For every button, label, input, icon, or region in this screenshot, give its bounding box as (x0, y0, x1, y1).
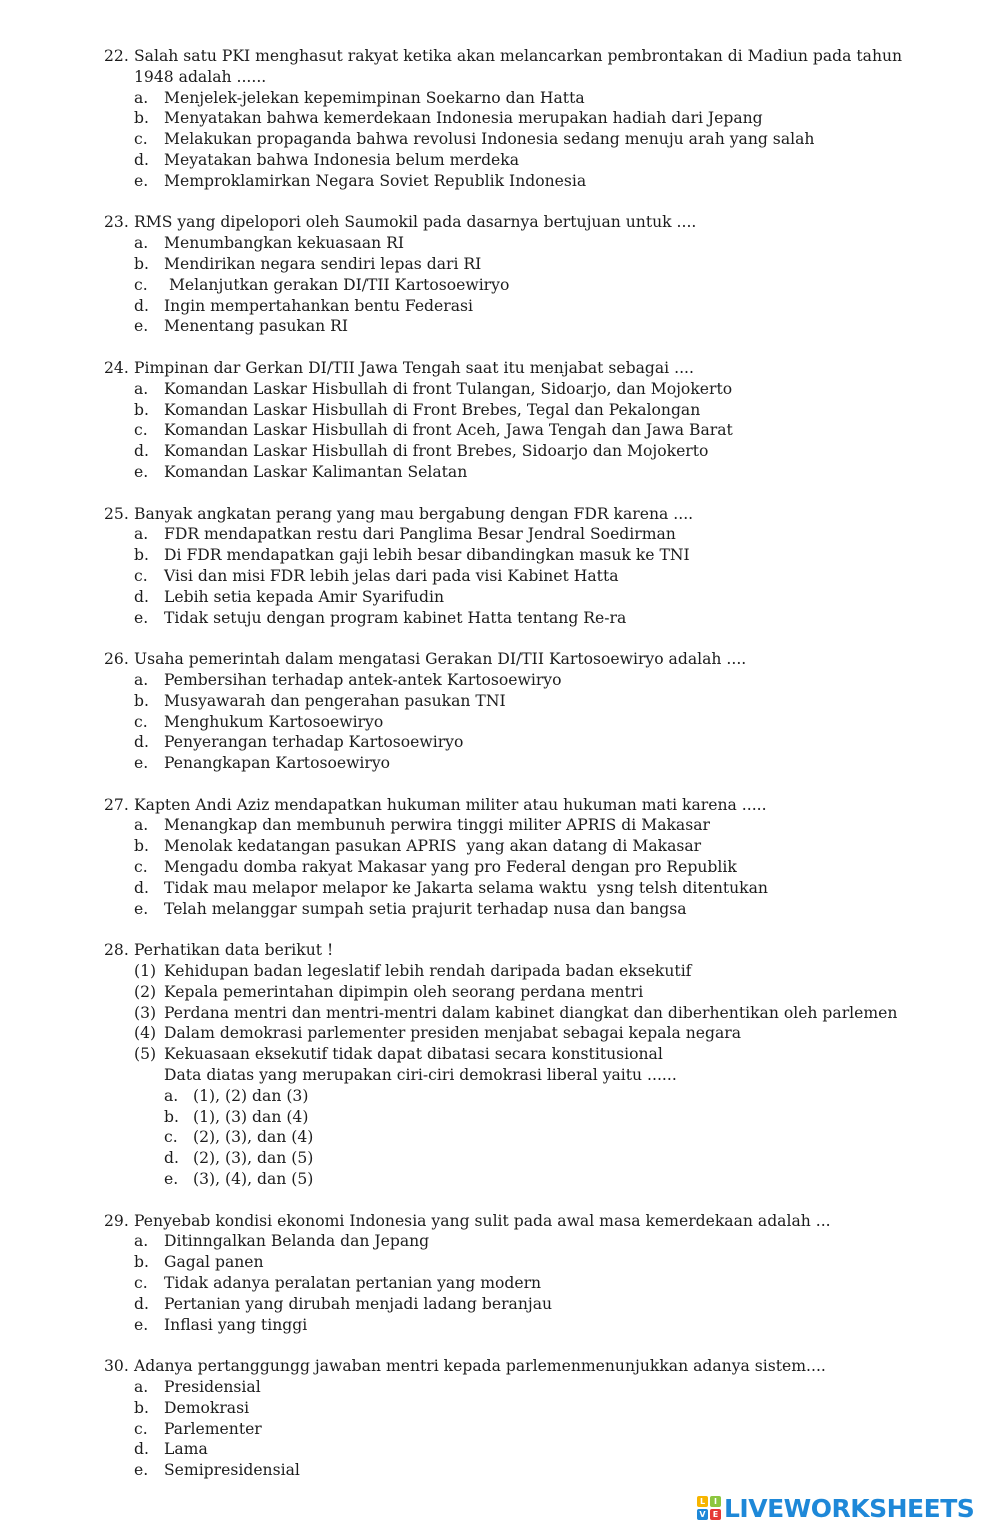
option-label: c. (164, 1128, 178, 1147)
option-e[interactable] (0, 1460, 1000, 1481)
question-text (0, 1356, 1000, 1377)
option-label: b. (134, 691, 149, 710)
question-prompt: Data diatas yang merupakan ciri-ciri demokrasi liberal yaitu ...... (164, 1066, 677, 1085)
option-label: e. (134, 317, 149, 336)
option-label: e. (164, 1170, 179, 1189)
option-text: Menentang pasukan RI (164, 317, 349, 336)
option-text: Menghukum Kartosoewiryo (164, 712, 384, 731)
option-label: d. (134, 878, 149, 897)
question-text (0, 212, 1000, 233)
option-c[interactable] (0, 857, 1000, 878)
option-c[interactable] (0, 566, 1000, 587)
question-stem: Kapten Andi Aziz mendapatkan hukuman militer atau hukuman mati karena ..... (134, 795, 767, 814)
option-d[interactable] (0, 150, 1000, 171)
question-22 (0, 46, 1000, 192)
option-e[interactable] (0, 899, 1000, 920)
option-text: Di FDR mendapatkan gaji lebih besar dibandingkan masuk ke TNI (164, 546, 690, 565)
option-label: a. (134, 379, 149, 398)
option-e[interactable] (0, 753, 1000, 774)
option-label: b. (134, 546, 149, 565)
question-text (0, 795, 1000, 816)
option-label: c. (134, 421, 148, 440)
question-text (0, 1211, 1000, 1232)
option-text: Menyatakan bahwa kemerdekaan Indonesia merupakan hadiah dari Jepang (164, 109, 763, 128)
option-text: (1), (3) dan (4) (193, 1107, 309, 1126)
option-text: Lama (164, 1440, 208, 1459)
option-b[interactable] (0, 1398, 1000, 1419)
question-stem: Salah satu PKI menghasut rakyat ketika akan melancarkan pembrontakan di Madiun pada tahun 1948 adalah ...... (134, 47, 903, 86)
question-number: 24. (104, 358, 129, 377)
option-text: Parlementer (164, 1419, 262, 1438)
option-label: a. (164, 1086, 179, 1105)
option-text: Komandan Laskar Kalimantan Selatan (164, 462, 468, 481)
option-label: b. (134, 1253, 149, 1272)
option-b[interactable] (0, 545, 1000, 566)
option-a[interactable] (0, 379, 1000, 400)
option-label: b. (134, 400, 149, 419)
option-d[interactable] (0, 1439, 1000, 1460)
question-24 (0, 358, 1000, 483)
statement-label: (4) (134, 1024, 157, 1043)
option-d[interactable] (0, 587, 1000, 608)
option-label: a. (134, 1378, 149, 1396)
option-label: d. (134, 733, 149, 752)
statement-label: (3) (134, 1003, 157, 1022)
option-text: Melakukan propaganda bahwa revolusi Indonesia sedang menuju arah yang salah (164, 130, 815, 149)
option-text: Lebih setia kepada Amir Syarifudin (164, 587, 444, 606)
question-30 (0, 1356, 1000, 1481)
question-stem: Perhatikan data berikut ! (134, 941, 334, 960)
question-23 (0, 212, 1000, 337)
option-label: d. (134, 442, 149, 461)
statement-text: Dalam demokrasi parlementer presiden menjabat sebagai kepala negara (164, 1024, 742, 1043)
option-label: e. (134, 754, 149, 773)
question-number: 25. (104, 504, 129, 523)
option-a[interactable] (0, 815, 1000, 836)
option-label: c. (134, 275, 148, 294)
question-text (0, 649, 1000, 670)
option-b[interactable] (0, 254, 1000, 275)
option-e[interactable] (0, 462, 1000, 483)
option-text: Semipresidensial (164, 1461, 300, 1480)
logo-block-e: E (710, 1509, 721, 1520)
option-text: (2), (3), dan (5) (193, 1149, 314, 1168)
option-text: Presidensial (164, 1378, 261, 1396)
option-label: e. (134, 608, 149, 627)
option-label: e. (134, 171, 149, 190)
question-number: 22. (104, 47, 129, 65)
option-d[interactable] (0, 732, 1000, 753)
option-label: c. (134, 130, 148, 149)
option-a[interactable] (0, 1086, 1000, 1107)
option-label: e. (134, 899, 149, 918)
option-d[interactable] (0, 878, 1000, 899)
option-text: Telah melanggar sumpah setia prajurit terhadap nusa dan bangsa (164, 899, 687, 918)
question-text (0, 504, 1000, 525)
brand-name: LIVEWORKSHEETS (724, 1493, 975, 1523)
option-text: Penangkapan Kartosoewiryo (164, 754, 391, 773)
option-b[interactable] (0, 691, 1000, 712)
option-a[interactable] (0, 670, 1000, 691)
statement-label: (2) (134, 982, 157, 1001)
option-label: b. (164, 1107, 179, 1126)
option-label: d. (134, 1294, 149, 1313)
option-label: a. (134, 816, 149, 835)
option-text: Penyerangan terhadap Kartosoewiryo (164, 733, 464, 752)
option-label: a. (134, 234, 149, 253)
logo-block-v: V (697, 1509, 708, 1520)
option-label: d. (164, 1149, 179, 1168)
option-text: Musyawarah dan pengerahan pasukan TNI (164, 691, 506, 710)
option-b[interactable] (0, 836, 1000, 857)
option-text: Menjelek-jelekan kepemimpinan Soekarno dan Hatta (164, 88, 585, 107)
option-a[interactable] (0, 88, 1000, 109)
option-label: a. (134, 1232, 149, 1251)
option-b[interactable] (0, 1107, 1000, 1128)
question-29 (0, 1211, 1000, 1336)
option-text: Ditinngalkan Belanda dan Jepang (164, 1232, 430, 1251)
option-e[interactable] (0, 608, 1000, 629)
option-c[interactable] (0, 712, 1000, 733)
option-d[interactable] (0, 296, 1000, 317)
question-text (0, 940, 1000, 961)
option-label: c. (134, 1419, 148, 1438)
option-text: Komandan Laskar Hisbullah di front Brebes, Sidoarjo dan Mojokerto (164, 442, 709, 461)
option-text: Meyatakan bahwa Indonesia belum merdeka (164, 150, 520, 169)
option-text: Menolak kedatangan pasukan APRIS yang akan datang di Makasar (164, 837, 702, 856)
statement-3 (0, 1003, 1000, 1024)
option-label: e. (134, 1461, 149, 1480)
statement-text: Kekuasaan eksekutif tidak dapat dibatasi secara konstitusional (164, 1045, 663, 1064)
statement-2 (0, 982, 1000, 1003)
question-number: 28. (104, 941, 129, 960)
statement-text: Kehidupan badan legeslatif lebih rendah daripada badan eksekutif (164, 962, 692, 981)
option-c[interactable] (0, 275, 1000, 296)
question-stem: Banyak angkatan perang yang mau bergabung dengan FDR karena .... (134, 504, 694, 523)
option-b[interactable] (0, 108, 1000, 129)
option-text: (3), (4), dan (5) (193, 1170, 314, 1189)
option-label: c. (134, 712, 148, 731)
statement-5 (0, 1044, 1000, 1065)
option-text: Komandan Laskar Hisbullah di Front Brebes, Tegal dan Pekalongan (164, 400, 701, 419)
option-label: d. (134, 1440, 149, 1459)
option-text: Menumbangkan kekuasaan RI (164, 234, 405, 253)
statement-label: (5) (134, 1045, 157, 1064)
option-label: a. (134, 670, 149, 689)
option-label: a. (134, 88, 149, 107)
option-label: c. (134, 858, 148, 877)
option-label: b. (134, 1398, 149, 1417)
option-e[interactable] (0, 1169, 1000, 1190)
question-text (0, 46, 924, 88)
statement-1 (0, 961, 1000, 982)
option-d[interactable] (0, 1294, 1000, 1315)
option-text: Mendirikan negara sendiri lepas dari RI (164, 254, 482, 273)
question-stem: RMS yang dipelopori oleh Saumokil pada dasarnya bertujuan untuk .... (134, 213, 697, 232)
option-c[interactable] (0, 1419, 1000, 1440)
option-label: d. (134, 150, 149, 169)
question-number: 23. (104, 213, 129, 232)
worksheet (0, 46, 1000, 1502)
option-c[interactable] (0, 129, 1000, 150)
option-text: Melanjutkan gerakan DI/TII Kartosoewiryo (164, 275, 510, 294)
option-text: Tidak setuju dengan program kabinet Hatta tentang Re-ra (164, 608, 627, 627)
logo-blocks-icon (697, 1496, 721, 1520)
option-label: d. (134, 296, 149, 315)
question-number: 26. (104, 650, 129, 669)
question-number: 29. (104, 1211, 129, 1230)
option-label: a. (134, 525, 149, 544)
option-c[interactable] (0, 1127, 1000, 1148)
option-text: Pertanian yang dirubah menjadi ladang beranjau (164, 1294, 553, 1313)
option-text: Memproklamirkan Negara Soviet Republik Indonesia (164, 171, 587, 190)
option-text: (1), (2) dan (3) (193, 1086, 309, 1105)
statement-text: Kepala pemerintahan dipimpin oleh seorang perdana mentri (164, 982, 644, 1001)
question-27 (0, 795, 1000, 920)
statement-label: (1) (134, 962, 157, 981)
option-text: Komandan Laskar Hisbullah di front Aceh, Jawa Tengah dan Jawa Barat (164, 421, 733, 440)
option-e[interactable] (0, 316, 1000, 337)
option-text: Gagal panen (164, 1253, 264, 1272)
option-e[interactable] (0, 1315, 1000, 1336)
option-text: (2), (3), dan (4) (193, 1128, 314, 1147)
question-25 (0, 504, 1000, 629)
logo-block-i: I (710, 1496, 721, 1507)
option-b[interactable] (0, 1252, 1000, 1273)
question-28 (0, 940, 1000, 1190)
option-label: b. (134, 837, 149, 856)
option-c[interactable] (0, 420, 1000, 441)
option-text: Demokrasi (164, 1398, 250, 1417)
question-26 (0, 649, 1000, 774)
statement-4 (0, 1023, 1000, 1044)
question-stem: Usaha pemerintah dalam mengatasi Gerakan DI/TII Kartosoewiryo adalah .... (134, 650, 747, 669)
option-text: Ingin mempertahankan bentu Federasi (164, 296, 473, 315)
option-label: b. (134, 109, 149, 128)
option-text: Inflasi yang tinggi (164, 1315, 308, 1334)
option-label: e. (134, 462, 149, 481)
question-text (0, 358, 1000, 379)
logo-block-l: L (697, 1496, 708, 1507)
option-text: Mengadu domba rakyat Makasar yang pro Federal dengan pro Republik (164, 858, 737, 877)
option-a[interactable] (0, 233, 1000, 254)
question-stem: Pimpinan dar Gerkan DI/TII Jawa Tengah saat itu menjabat sebagai .... (134, 358, 694, 377)
option-label: d. (134, 587, 149, 606)
option-a[interactable] (0, 1231, 1000, 1252)
option-label: b. (134, 254, 149, 273)
question-stem: Penyebab kondisi ekonomi Indonesia yang sulit pada awal masa kemerdekaan adalah ... (134, 1211, 831, 1230)
option-label: e. (134, 1315, 149, 1334)
option-text: FDR mendapatkan restu dari Panglima Besar Jendral Soedirman (164, 525, 676, 544)
option-e[interactable] (0, 171, 1000, 192)
question-number: 27. (104, 795, 129, 814)
option-text: Komandan Laskar Hisbullah di front Tulangan, Sidoarjo, dan Mojokerto (164, 379, 733, 398)
option-label: c. (134, 1274, 148, 1293)
option-d[interactable] (0, 1148, 1000, 1169)
option-b[interactable] (0, 400, 1000, 421)
option-text: Menangkap dan membunuh perwira tinggi militer APRIS di Makasar (164, 816, 710, 835)
option-c[interactable] (0, 1273, 1000, 1294)
statement-text: Perdana mentri dan mentri-mentri dalam kabinet diangkat dan diberhentikan oleh parlemen (164, 1003, 898, 1022)
option-a[interactable] (0, 524, 1000, 545)
option-label: c. (134, 566, 148, 585)
option-text: Pembersihan terhadap antek-antek Kartosoewiryo (164, 670, 562, 689)
option-text: Visi dan misi FDR lebih jelas dari pada visi Kabinet Hatta (164, 566, 619, 585)
question-number: 30. (104, 1357, 129, 1376)
question-stem: Adanya pertanggungg jawaban mentri kepada parlemenmenunjukkan adanya sistem.... (134, 1357, 826, 1376)
option-d[interactable] (0, 441, 1000, 462)
option-a[interactable] (0, 1377, 1000, 1398)
option-text: Tidak mau melapor melapor ke Jakarta selama waktu ysng telsh ditentukan (164, 878, 768, 897)
option-text: Tidak adanya peralatan pertanian yang modern (164, 1274, 542, 1293)
liveworksheets-logo[interactable] (697, 1494, 974, 1522)
